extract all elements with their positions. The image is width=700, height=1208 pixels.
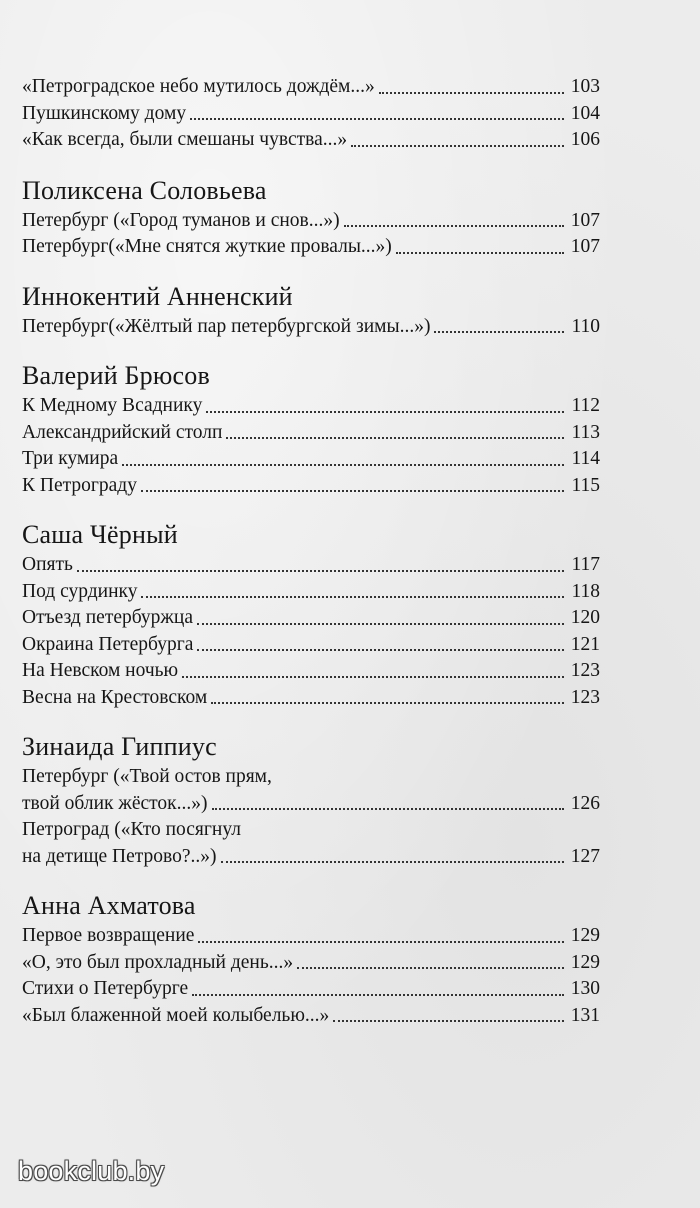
dot-leader: [351, 145, 564, 147]
toc-section: [22, 280, 600, 341]
entry-page-number: 115: [571, 474, 600, 496]
dot-leader: [344, 225, 564, 227]
toc-entry: [22, 1003, 600, 1030]
toc-entry: [22, 844, 600, 871]
toc-section: [22, 518, 600, 711]
dot-leader: [77, 570, 564, 572]
entry-page-number: 114: [571, 448, 600, 469]
entry-page-number: 117: [571, 554, 600, 575]
toc-continued-entries: [22, 74, 600, 154]
entry-page-number: 129: [570, 925, 600, 946]
entry-title: Александрийский столп: [22, 421, 223, 443]
entry-title: Окраина Петербурга: [22, 633, 194, 655]
entry-page-number: 127: [570, 845, 600, 867]
dot-leader: [333, 1020, 564, 1022]
author-heading: Анна Ахматова: [22, 891, 196, 920]
entry-page-number: 126: [570, 792, 600, 814]
entry-page-number: 123: [570, 686, 600, 708]
dot-leader: [122, 464, 564, 466]
entry-title: «Как всегда, были смешаны чувства...»: [22, 129, 348, 150]
entry-page-number: 129: [570, 951, 600, 973]
toc-entry: [22, 208, 600, 235]
entry-title: На Невском ночью: [22, 660, 179, 681]
entry-page-number: 112: [571, 395, 600, 416]
toc-entry: [22, 579, 600, 606]
entry-page-number: 104: [570, 102, 600, 124]
dot-leader: [182, 676, 564, 678]
toc-section: [22, 359, 600, 499]
dot-leader: [434, 331, 564, 333]
entry-title: Первое возвращение: [22, 925, 195, 946]
entry-title: «О, это был прохладный день...»: [22, 951, 294, 973]
toc-entry: [22, 791, 600, 818]
entry-title: «Был блаженной моей колыбелью...»: [22, 1004, 330, 1026]
dot-leader: [212, 808, 565, 810]
author-heading: Зинаида Гиппиус: [22, 732, 217, 761]
entry-title: Петербург(«Жёлтый пар петербургской зимы...»): [22, 315, 431, 337]
toc-entry: [22, 127, 600, 154]
dot-leader: [197, 649, 564, 651]
toc-section: [22, 889, 600, 1029]
toc-entry: [22, 552, 600, 579]
entry-title: К Медному Всаднику: [22, 395, 203, 416]
entry-title: Петербург(«Мне снятся жуткие провалы...»): [22, 236, 392, 257]
dot-leader: [211, 702, 564, 704]
entry-page-number: 103: [570, 76, 600, 97]
dot-leader: [226, 437, 564, 439]
author-heading: Валерий Брюсов: [22, 361, 210, 390]
toc-entry: [22, 446, 600, 473]
entry-title: твой облик жёсток...»): [22, 792, 208, 814]
entry-title-first-line: Петроград («Кто посягнул: [22, 819, 241, 840]
toc-entry: [22, 420, 600, 447]
dot-leader: [206, 411, 564, 413]
toc-entry: [22, 234, 600, 261]
dot-leader: [192, 994, 564, 996]
entry-page-number: 113: [571, 421, 600, 443]
dot-leader: [197, 623, 564, 625]
table-of-contents: [22, 74, 600, 1029]
dot-leader: [141, 596, 564, 598]
toc-entry: [22, 605, 600, 632]
entry-page-number: 130: [570, 978, 600, 999]
entry-page-number: 118: [571, 580, 600, 602]
toc-entry: [22, 473, 600, 500]
entry-page-number: 110: [571, 315, 600, 337]
toc-entry: [22, 101, 600, 128]
toc-section: [22, 730, 600, 870]
entry-title: Три кумира: [22, 448, 119, 469]
toc-entry: [22, 685, 600, 712]
dot-leader: [396, 252, 564, 254]
toc-entry: [22, 314, 600, 341]
toc-entry: [22, 658, 600, 685]
toc-entry: [22, 74, 600, 101]
entry-title: К Петрограду: [22, 474, 137, 496]
author-heading: Поликсена Соловьева: [22, 175, 267, 205]
dot-leader: [297, 967, 564, 969]
entry-page-number: 121: [570, 633, 600, 655]
entry-title: на детище Петрово?..»): [22, 845, 217, 867]
entry-page-number: 107: [570, 209, 600, 231]
dot-leader: [190, 118, 564, 120]
entry-title: Под сурдинку: [22, 580, 138, 602]
watermark-logo: bookclub.by: [18, 1156, 165, 1186]
entry-title: Отъезд петербуржца: [22, 607, 193, 628]
entry-page-number: 120: [570, 607, 600, 628]
entry-title: Опять: [22, 554, 73, 575]
author-heading: Саша Чёрный: [22, 520, 178, 549]
entry-title: Пушкинскому дому: [22, 102, 187, 124]
entry-title: Стихи о Петербурге: [22, 978, 189, 999]
dot-leader: [221, 861, 564, 863]
entry-page-number: 107: [570, 236, 600, 257]
entry-title: «Петроградское небо мутилось дождём...»: [22, 76, 375, 97]
toc-entry: [22, 976, 600, 1003]
entry-page-number: 123: [570, 660, 600, 681]
toc-entry: [22, 393, 600, 420]
entry-title: Весна на Крестовском: [22, 686, 208, 708]
author-heading: Иннокентий Анненский: [22, 281, 293, 311]
entry-title-first-line: Петербург («Твой остов прям,: [22, 766, 272, 787]
toc-entry: [22, 632, 600, 659]
toc-entry: [22, 923, 600, 950]
dot-leader: [379, 92, 564, 94]
entry-page-number: 106: [570, 129, 600, 150]
dot-leader: [198, 941, 564, 943]
entry-title: Петербург («Город туманов и снов...»): [22, 209, 340, 231]
toc-entry: [22, 950, 600, 977]
entry-page-number: 131: [570, 1004, 600, 1026]
toc-section: [22, 174, 600, 261]
dot-leader: [141, 490, 564, 492]
